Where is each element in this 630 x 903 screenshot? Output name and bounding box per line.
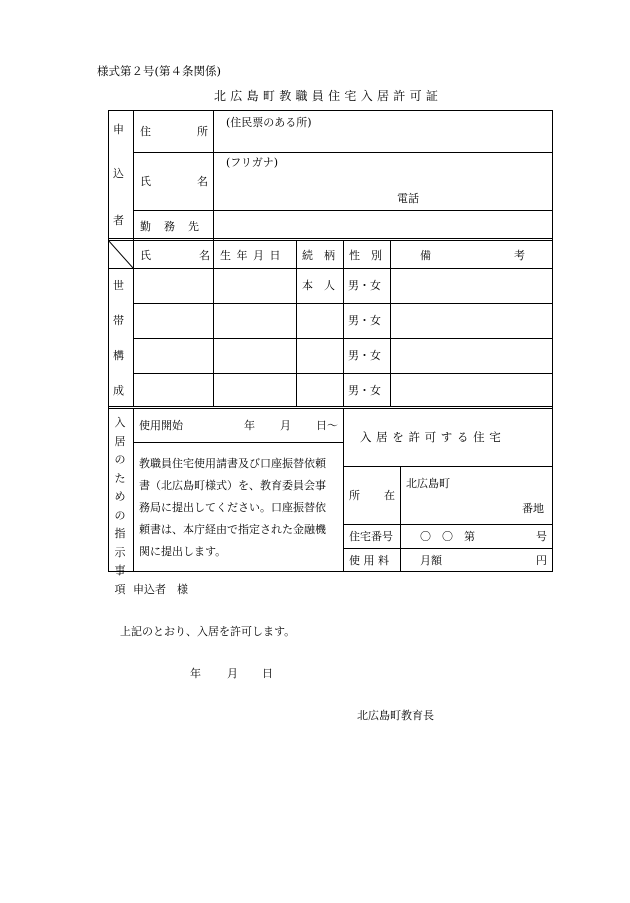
- name-label: 氏: [140, 175, 151, 188]
- sex-header: 性 別: [349, 249, 382, 262]
- usage-fee-label: 使 用 料: [349, 554, 389, 567]
- housing-title: 入 居 を 許 可 す る 住 宅: [360, 430, 502, 444]
- form-number: 様式第２号(第４条関係): [97, 64, 221, 78]
- address-label: 住: [140, 125, 151, 138]
- household-side-label-3: 構: [113, 349, 124, 362]
- date-month: 月: [227, 667, 238, 680]
- addressee: 申込者 様: [133, 583, 188, 596]
- separator-applicant-household: [108, 238, 553, 241]
- applicant-side-label-3: 者: [113, 214, 124, 227]
- household-side-label-2: 帯: [113, 314, 124, 327]
- permit-document: 様式第２号(第４条関係) 北広島町教職員住宅入居許可証 申 込 者 住 所 (住民票のある所) 氏 名 (フリガナ) 電話 勤 務 先 氏 名 生 年 月 日 続 柄 性 別 備 考 世 帯 構 成 本 人 男・女 男・女 男・女 男・女 入居のための指示事項 使用開始 年 月 日〜 教職員住宅使用請書及び口座振替依頼 書（北広島町様式）を、教育委員会事 務局に提出してください。口座振替依 頼書は、本庁経由で指定された金融機 関に提出します。 入 居 を 許 可 す る 住 宅 所 在 北広島町 番地 住宅番号 〇 〇 第 号 使 用 料 月額 円 申込者 様 上記のとおり、入居を許可します。 年 月 日 北広島町教育長: [0, 0, 630, 903]
- house-number-value: 〇 〇 第: [420, 530, 475, 543]
- sex-option: 男・女: [348, 384, 381, 397]
- house-number-label: 住宅番号: [349, 530, 393, 543]
- sex-option: 男・女: [348, 279, 381, 292]
- permission-statement: 上記のとおり、入居を許可します。: [120, 625, 296, 638]
- instruction-line: 務局に提出してください。口座振替依: [139, 501, 326, 514]
- instruction-line: 関に提出します。: [139, 545, 227, 558]
- usage-fee-monthly: 月額: [420, 554, 442, 567]
- workplace-label: 勤 務 先: [140, 220, 200, 233]
- sex-option: 男・女: [348, 349, 381, 362]
- instruction-line: 教職員住宅使用請書及び口座振替依頼: [139, 457, 326, 470]
- separator-household-instructions: [108, 406, 553, 409]
- address-note: (住民票のある所): [226, 116, 312, 129]
- applicant-side-label-1: 申: [113, 123, 124, 136]
- phone-label: 電話: [397, 192, 419, 205]
- diagonal-corner-line: [108, 240, 134, 269]
- document-title: 北広島町教職員住宅入居許可証: [214, 89, 443, 103]
- date-day: 日: [262, 667, 273, 680]
- applicant-side-label-2: 込: [113, 167, 124, 180]
- instructions-side-label: 入居のための指示事項: [114, 416, 126, 596]
- location-label: 所: [349, 489, 360, 502]
- sex-option: 男・女: [348, 314, 381, 327]
- instruction-line: 頼書は、本庁経由で指定された金融機: [139, 523, 326, 536]
- banchi-label: 番地: [522, 502, 544, 515]
- town-name: 北広島町: [406, 477, 450, 490]
- birthdate-header: 生 年 月 日: [220, 249, 282, 262]
- relation-header: 続 柄: [302, 249, 335, 262]
- household-name-header: 氏: [140, 249, 151, 262]
- household-side-label-1: 世: [113, 279, 124, 292]
- start-label: 使用開始: [139, 419, 183, 432]
- date-year: 年: [190, 667, 201, 680]
- furigana-note: (フリガナ): [226, 156, 279, 169]
- remarks-header: 備: [420, 249, 431, 262]
- self-label: 本 人: [302, 279, 335, 292]
- household-side-label-4: 成: [113, 384, 124, 397]
- instruction-line: 書（北広島町様式）を、教育委員会事: [139, 479, 326, 492]
- issuer: 北広島町教育長: [357, 709, 434, 722]
